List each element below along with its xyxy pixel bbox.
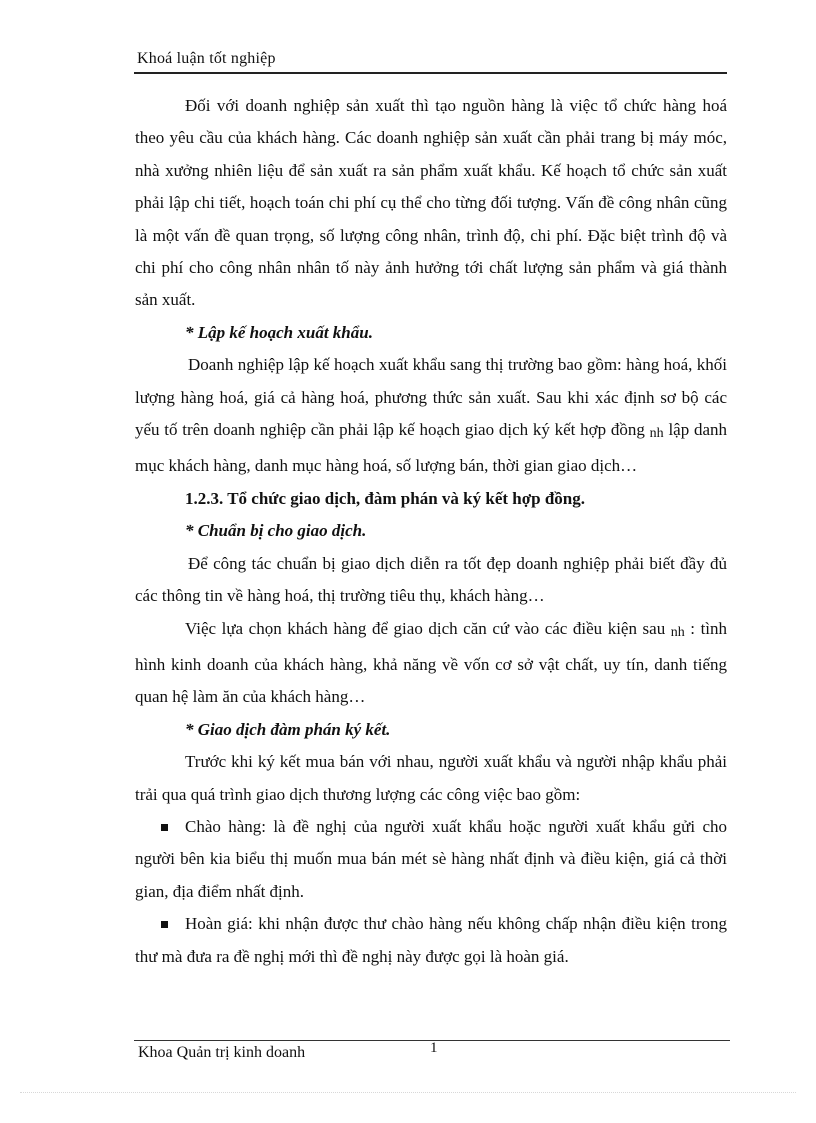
heading-export-plan: * Lập kế hoạch xuất khẩu. — [185, 322, 373, 342]
heading-prepare-transaction: * Chuẩn bị cho giao dịch. — [185, 521, 367, 541]
bullet-offer-text: Chào hàng: là đề nghị của người xuất khẩu hoặc người xuất khẩu gửi cho người bên kia biểu thị muốn mua bán mét sè hàng nhất định và điều kiện, giá cả thời gian, địa điểm nhất định. — [135, 816, 727, 901]
page-number: 1 — [430, 1040, 438, 1056]
inline-fragment: nh — [649, 426, 664, 442]
page-header-title: Khoá luận tốt nghiệp — [137, 50, 276, 67]
page-bottom-dotted-line — [20, 1092, 796, 1093]
paragraph-prepare-transaction: Để công tác chuẩn bị giao dịch diễn ra tốt đẹp doanh nghiệp phải biết đầy đủ các thông tin về hàng hoá, thị trường tiêu thụ, khách hàng… — [135, 553, 727, 606]
paragraph-production-sourcing: Đối với doanh nghiệp sản xuất thì tạo nguồn hàng là việc tổ chức hàng hoá theo yêu cầu của khách hàng. Các doanh nghiệp sản xuất cần phải trang bị máy móc, nhà xưởng nhiên liệu để sản xuất ra sản phẩm xuất khẩu. Kế hoạch tổ chức sản xuất phải lập chi tiết, hoạch toán chi phí cụ thể cho từng đối tượng. Vấn đề công nhân cũng là một vấn đề quan trọng, số lượng công nhân, trình độ, chi phí. Đặc biệt trình độ và chi phí cho công nhân nhân tố này ảnh hưởng tới chất lượng sản phẩm và giá thành sản xuất. — [135, 96, 727, 310]
paragraph-export-plan-part1: Doanh nghiệp lập kế hoạch xuất khẩu sang thị trường bao gồm: hàng hoá, khối lượng hàng hoá, giá cả hàng hoá, phương thức sản xuất. Sau khi xác định sơ bộ các yếu tố trên doanh nghiệp cần phải lập kế hoạch giao dịch ký kết hợp đồng — [135, 355, 727, 440]
paragraph-customer-selection — [135, 613, 727, 714]
inline-fragment: nh — [670, 624, 685, 640]
paragraph-export-plan — [135, 349, 727, 483]
bullet-counter-offer — [135, 908, 727, 973]
square-bullet-icon — [161, 921, 168, 928]
paragraph-customer-selection-part1: Việc lựa chọn khách hàng để giao dịch căn cứ vào các điều kiện sau — [185, 618, 666, 638]
footer-department: Khoa Quản trị kinh doanh — [138, 1044, 306, 1061]
heading-negotiation: * Giao dịch đàm phán ký kết. — [185, 719, 391, 739]
bullet-offer — [135, 811, 727, 908]
header-divider — [134, 72, 727, 74]
section-heading-1-2-3: 1.2.3. Tổ chức giao dịch, đàm phán và ký kết hợp đồng. — [185, 488, 586, 508]
document-body — [135, 90, 727, 973]
paragraph-export-plan-part2: lập danh mục khách hàng, danh mục hàng hoá, số lượng bán, thời gian giao dịch… — [135, 420, 728, 476]
paragraph-negotiation: Trước khi ký kết mua bán với nhau, người xuất khẩu và người nhập khẩu phải trải qua quá trình giao dịch thương lượng các công việc bao gồm: — [135, 752, 727, 804]
bullet-counter-offer-text: Hoàn giá: khi nhận được thư chào hàng nếu không chấp nhận điều kiện trong thư mà đưa ra đề nghị mới thì đề nghị này được gọi là hoàn giá. — [135, 914, 727, 966]
paragraph-customer-selection-part2: : tình hình kinh doanh của khách hàng, khả năng về vốn cơ sở vật chất, uy tín, danh tiếng quan hệ làm ăn của khách hàng… — [135, 618, 728, 707]
square-bullet-icon — [161, 824, 168, 831]
